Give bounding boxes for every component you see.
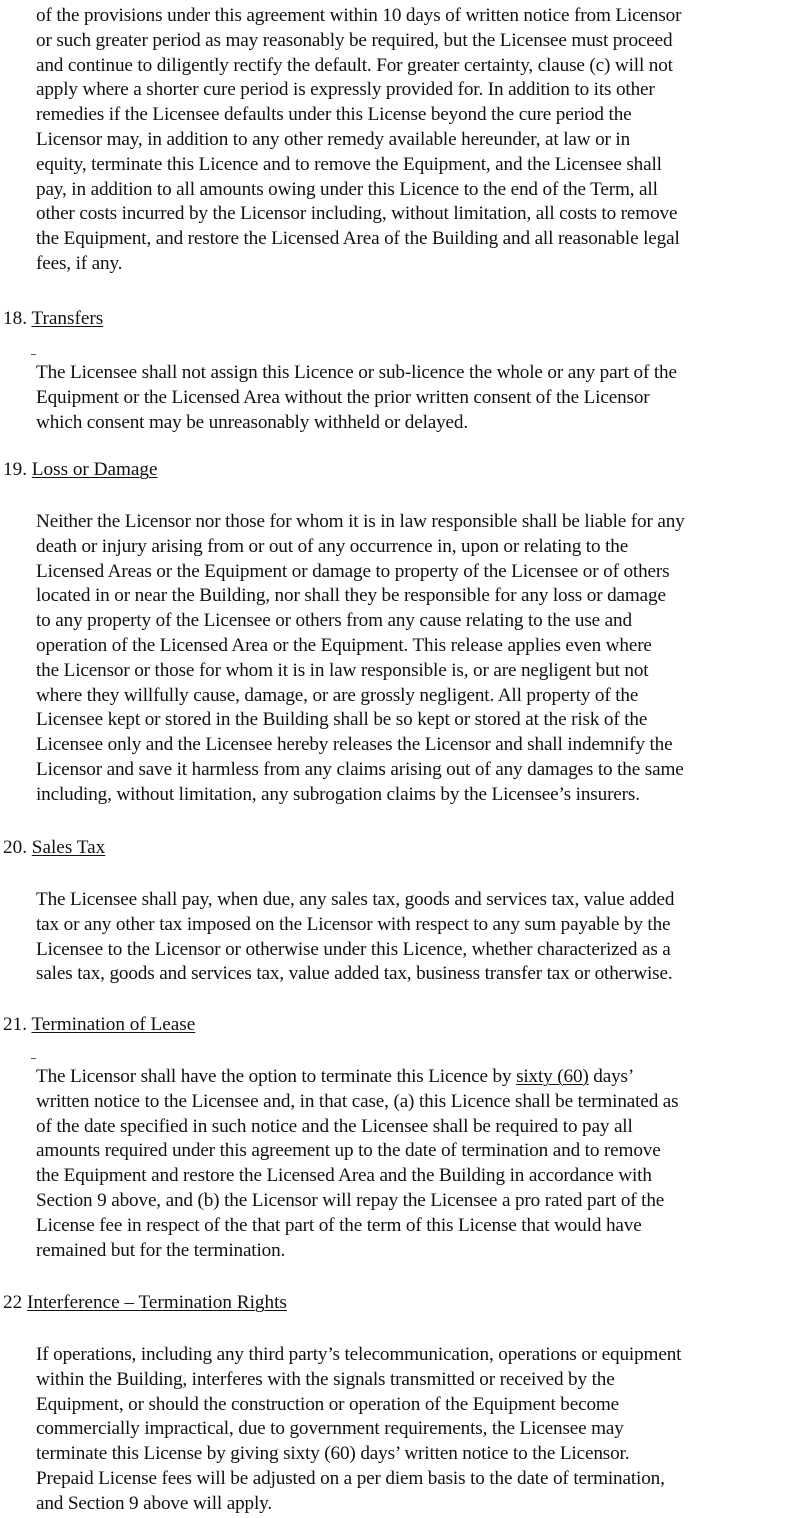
section-20-body: The Licensee shall pay, when due, any sales tax, goods and services tax, value added tax or any other tax imposed on the Licensor with respect to any sum payable by the Licensee to the Licensor or otherwise under this Licence, whether characterized as a sales tax, goods and services tax, value added tax, business transfer tax or otherwise.	[36, 889, 675, 985]
section-number: 20.	[3, 837, 27, 858]
section-21-body	[36, 1065, 798, 1263]
section-21-body-start: The Licensor shall have the option to terminate this Licence by	[36, 1066, 517, 1087]
continuation-paragraph: of the provisions under this agreement within 10 days of written notice from Licensor or such greater period as may reasonably be required, but the Licensee must proceed and continue to diligently rectify the default. For greater certainty, clause (c) will not apply where a shorter cure period is expressly provided for. In addition to its other remedies if the Licensee defaults under this License beyond the cure period the Licensor may, in addition to any other remedy available hereunder, at law or in equity, terminate this Licence and to remove the Equipment, and the Licensee shall pay, in addition to all amounts owing under this Licence to the end of the Term, all other costs incurred by the Licensor including, without limitation, all costs to remove the Equipment, and restore the Licensed Area of the Building and all reasonable legal fees, if any.	[36, 5, 682, 274]
section-title: Termination of Lease	[31, 1014, 196, 1035]
margin-tick-mark	[31, 354, 36, 355]
section-title: Loss or Damage	[31, 459, 158, 480]
section-19-body: Neither the Licensor nor those for whom it is in law responsible shall be liable for any death or injury arising from or out of any occurrence in, upon or relating to the Licensed Areas or the Equipment or damage to property of the Licensee or of others located in or near the Building, nor shall they be responsible for any loss or damage to any property of the Licensee or others from any cause relating to the use and operation of the Licensed Area or the Equipment. This release applies even where the Licensor or those for whom it is in law responsible is, or are negligent but not where they willfully cause, damage, or are grossly negligent. All property of the Licensee kept or stored in the Building shall be so kept or stored at the risk of the Licensee only and the Licensee hereby releases the Licensor and shall indemnify the Licensor and save it harmless from any claims arising out of any damages to the same including, without limitation, any subrogation claims by the Licensee’s insurers.	[36, 511, 685, 805]
section-21-body-rest: days’ written notice to the Licensee and, in that case, (a) this Licence shall be terminated as of the date specified in such notice and the Licensee shall be required to pay all amounts required under this agreement up to the date of termination and to remove the Equipment and restore the Licensed Area and the Building in accordance with Section 9 above, and (b) the Licensor will repay the Licensee a pro rated part of the License fee in respect of the that part of the term of this License that would have remained but for the termination.	[36, 1066, 679, 1261]
section-22-body: If operations, including any third party’s telecommunication, operations or equipment within the Building, interferes with the signals transmitted or received by the Equipment, or should the construction or operation of the Equipment become commercially impractical, due to government requirements, the Licensee may terminate this License by giving sixty (60) days’ written notice to the Licensor. Prepaid License fees will be adjusted on a per diem basis to the date of termination, and Section 9 above will apply.	[36, 1344, 682, 1514]
section-19-heading	[3, 458, 158, 483]
section-title: Transfers	[31, 308, 104, 329]
section-21-notice-period: sixty (60)	[516, 1066, 589, 1087]
section-21-heading	[3, 1013, 195, 1038]
section-number: 19.	[3, 459, 27, 480]
margin-tick-mark	[31, 1058, 36, 1059]
section-number: 21.	[3, 1014, 27, 1035]
section-22-heading	[3, 1291, 287, 1316]
section-18-body: The Licensee shall not assign this Licence or sub-licence the whole or any part of the Equipment or the Licensed Area without the prior written consent of the Licensor which consent may be unreasonably withheld or delayed.	[36, 362, 677, 433]
section-title: Sales Tax	[31, 837, 106, 858]
section-title: Interference – Termination Rights	[26, 1292, 287, 1313]
section-18-heading	[3, 307, 103, 332]
section-20-heading	[3, 836, 105, 861]
section-number: 18.	[3, 308, 27, 329]
section-number: 22	[3, 1292, 23, 1313]
